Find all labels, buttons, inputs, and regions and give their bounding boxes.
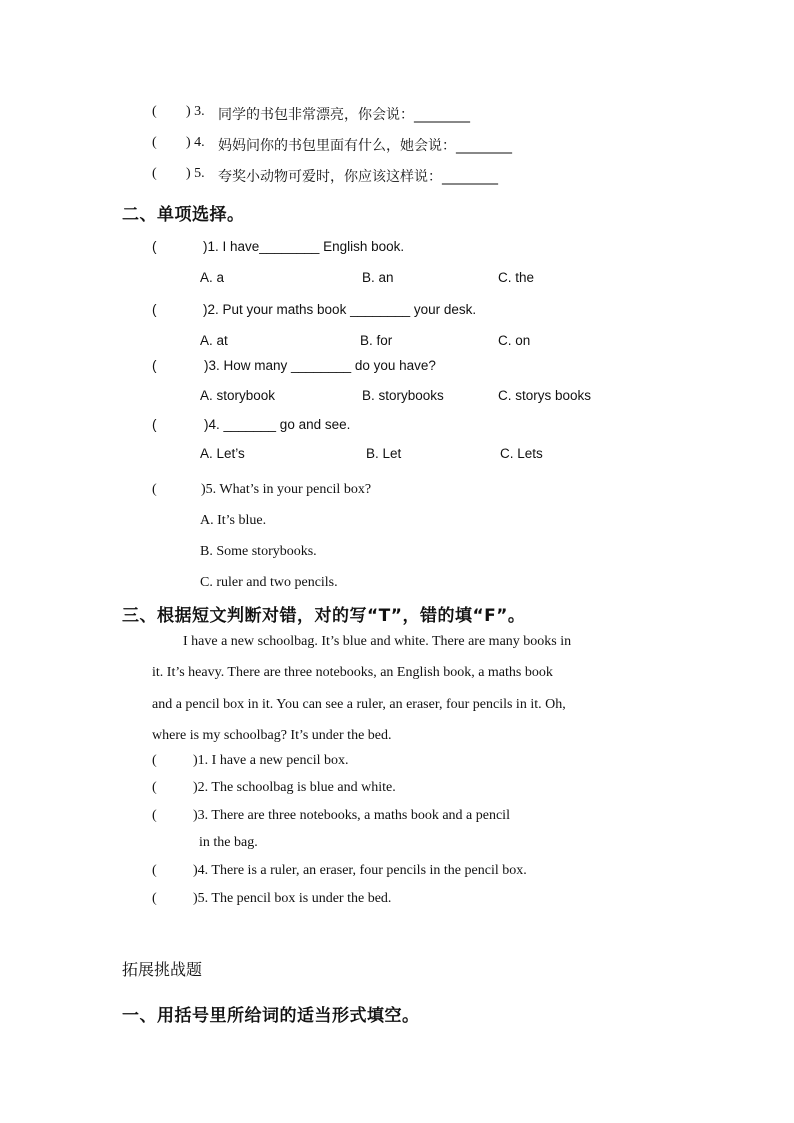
option-b: B. an: [362, 270, 394, 285]
section-title: 三、根据短文判断对错，对的写“T”，错的填“F”。: [122, 606, 526, 626]
answer-paren: (: [152, 239, 157, 254]
question-stem: )3. How many ________ do you have?: [204, 358, 436, 373]
question-stem: )2. Put your maths book ________ your desk.: [203, 302, 477, 317]
passage-line: I have a new schoolbag. It’s blue and white. There are many books in: [183, 634, 572, 649]
answer-paren: (: [152, 891, 157, 906]
statement: )4. There is a ruler, an eraser, four pencils in the pencil box.: [193, 863, 527, 878]
answer-paren: (: [152, 863, 157, 878]
question-number: ) 5.: [186, 166, 205, 181]
extension-title: 拓展挑战题: [122, 960, 203, 979]
option-c: C. on: [498, 333, 531, 348]
answer-paren: (: [152, 358, 157, 373]
question-number: ) 3.: [186, 104, 205, 119]
answer-paren: (: [152, 135, 157, 150]
section-title: 二、单项选择。: [122, 205, 245, 225]
question-text: 同学的书包非常漂亮，你会说：________: [218, 107, 470, 123]
passage-line: it. It’s heavy. There are three notebooks, an English book, a maths book: [152, 665, 553, 680]
question-number: ) 4.: [186, 135, 205, 150]
answer-paren: (: [152, 302, 157, 317]
answer-paren: (: [152, 104, 157, 119]
passage-line: where is my schoolbag? It’s under the bed.: [152, 728, 392, 743]
option-c: C. Lets: [500, 446, 543, 461]
question-stem: )1. I have________ English book.: [203, 239, 405, 254]
statement-continuation: in the bag.: [199, 835, 258, 850]
option-a: A. Let’s: [200, 446, 245, 461]
extension-subtitle: 一、用括号里所给词的适当形式填空。: [122, 1006, 420, 1026]
option-a: A. storybook: [200, 388, 276, 403]
option-b: B. Let: [366, 446, 402, 461]
passage-line: and a pencil box in it. You can see a ruler, an eraser, four pencils in it. Oh,: [152, 697, 566, 712]
answer-paren: (: [152, 166, 157, 181]
option-c: C. storys books: [498, 388, 592, 403]
option-b: B. for: [360, 333, 393, 348]
answer-paren: (: [152, 753, 157, 768]
question-text: 夸奖小动物可爱时，你应该这样说：________: [218, 169, 498, 185]
statement: )5. The pencil box is under the bed.: [193, 891, 392, 906]
option-a: A. at: [200, 333, 228, 348]
option-c: C. the: [498, 270, 535, 285]
answer-paren: (: [152, 482, 157, 497]
statement: )3. There are three notebooks, a maths book and a pencil: [193, 808, 510, 823]
option-b: B. storybooks: [362, 388, 444, 403]
answer-paren: (: [152, 417, 157, 432]
statement: )1. I have a new pencil box.: [193, 753, 349, 768]
question-text: 妈妈问你的书包里面有什么，她会说：________: [218, 138, 512, 154]
answer-paren: (: [152, 780, 157, 795]
option-a: A. It’s blue.: [200, 513, 267, 528]
question-stem: )4. _______ go and see.: [204, 417, 351, 432]
answer-paren: (: [152, 808, 157, 823]
option-b: B. Some storybooks.: [200, 544, 317, 559]
option-c: C. ruler and two pencils.: [200, 575, 338, 590]
statement: )2. The schoolbag is blue and white.: [193, 780, 396, 795]
question-stem: )5. What’s in your pencil box?: [201, 482, 372, 497]
option-a: A. a: [200, 270, 225, 285]
